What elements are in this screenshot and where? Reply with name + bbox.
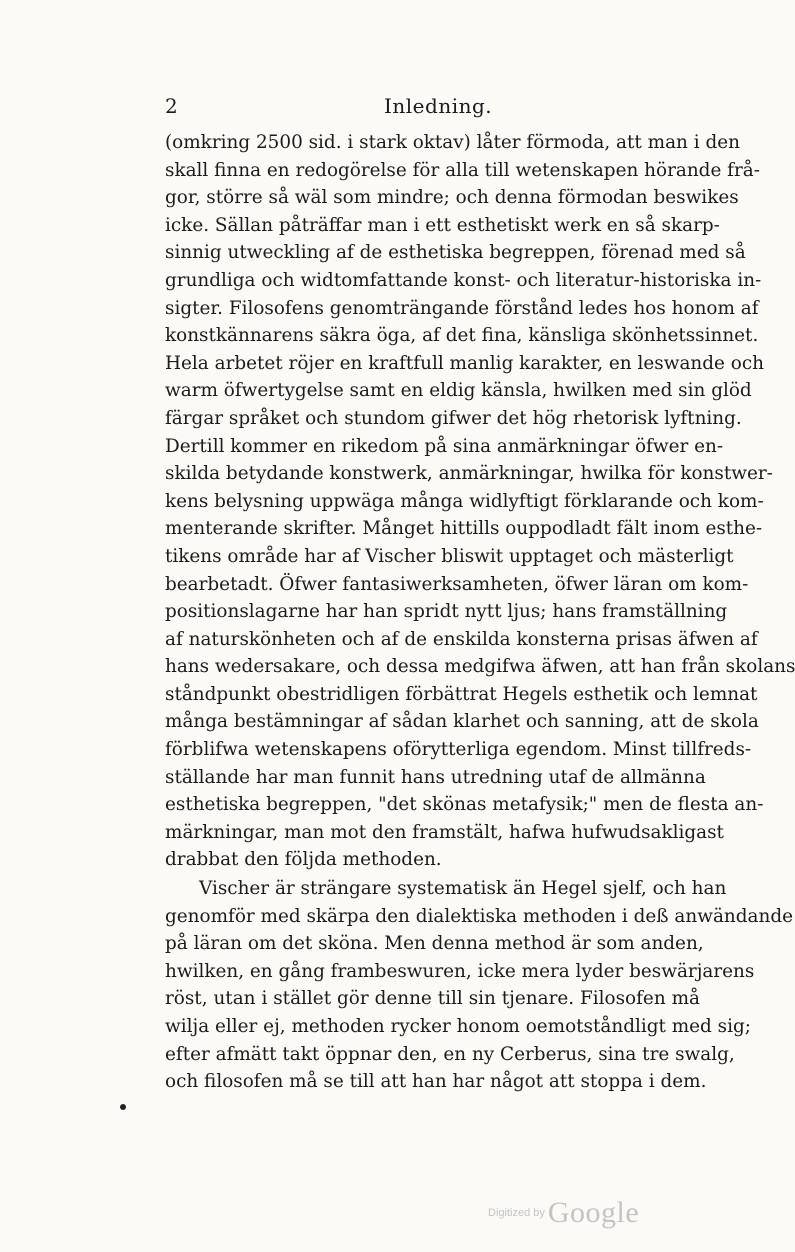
text-line: genomför med skärpa den dialektiska methoden i deß anwändande xyxy=(165,905,794,927)
text-line: på läran om det sköna. Men denna method är som anden, xyxy=(165,933,704,955)
body-text xyxy=(165,129,795,1096)
text-line: menterande skrifter. Månget hittills ouppodladt fält inom esthe- xyxy=(165,518,763,540)
text-line: märkningar, man mot den framstält, hafwa hufwudsakligast xyxy=(165,821,724,843)
text-line: (omkring 2500 sid. i stark oktav) låter förmoda, att man i den xyxy=(165,132,740,153)
paragraph-1 xyxy=(165,129,795,874)
text-line: Vischer är strängare systematisk än Hegel sjelf, och han xyxy=(199,878,727,900)
text-line: wilja eller ej, methoden rycker honom oemotståndligt med sig; xyxy=(165,1016,751,1037)
margin-dot xyxy=(120,1104,126,1110)
running-title: Inledning. xyxy=(384,94,493,118)
text-line: hans wedersakare, och dessa medgifwa äfwen, att han från skolans xyxy=(165,656,795,678)
digitization-watermark xyxy=(488,1196,639,1230)
text-line: Hela arbetet röjer en kraftfull manlig karakter, en leswande och xyxy=(165,352,764,374)
page-header xyxy=(0,94,783,118)
paragraph-2 xyxy=(165,875,794,1096)
text-line: många bestämningar af sådan klarhet och sanning, att de skola xyxy=(165,711,759,733)
text-line: bearbetadt. Öfwer fantasiwerksamheten, öfwer läran om kom- xyxy=(165,573,749,595)
text-line: Dertill kommer en rikedom på sina anmärkningar öfwer en- xyxy=(165,435,724,457)
text-line: färgar språket och stundom gifwer det hög rhetorisk lyftning. xyxy=(165,407,742,429)
text-line: grundliga och widtomfattande konst- och literatur-historiska in- xyxy=(165,269,762,291)
text-line: sinnig utweckling af de esthetiska begreppen, förenad med så xyxy=(165,242,746,264)
text-line: drabbat den följda methoden. xyxy=(165,849,442,871)
text-line: kens belysning uppwäga många widlyftigt förklarande och kom- xyxy=(165,490,764,512)
text-line: röst, utan i stället gör denne till sin tjenare. Filosofen må xyxy=(165,988,700,1010)
text-line: esthetiska begreppen, "det skönas metafysik;" men de flesta an- xyxy=(165,794,764,816)
text-line: skall finna en redogörelse för alla till wetenskapen hörande frå- xyxy=(165,159,760,181)
google-logo: Google xyxy=(547,1196,640,1229)
text-line: förblifwa wetenskapens oförytterliga egendom. Minst tillfreds- xyxy=(165,739,752,761)
text-line: ståndpunkt obestridligen förbättrat Hegels esthetik och lemnat xyxy=(165,683,758,705)
watermark-prefix: Digitized by xyxy=(488,1207,545,1219)
text-line: och filosofen må se till att han har något att stoppa i dem. xyxy=(165,1071,707,1093)
text-line: gor, större så wäl som mindre; och denna förmodan beswikes xyxy=(165,187,739,209)
text-line: icke. Sällan påträffar man i ett esthetiskt werk en så skarp- xyxy=(165,214,720,236)
text-line: positionslagarne har han spridt nytt ljus; hans framställning xyxy=(165,601,728,623)
page-number: 2 xyxy=(165,94,178,118)
text-line: konstkännarens säkra öga, af det fina, känsliga skönhetssinnet. xyxy=(165,325,759,347)
text-line: tikens område har af Vischer bliswit upptaget och mästerligt xyxy=(165,545,734,567)
text-line: hwilken, en gång frambeswuren, icke mera lyder beswärjarens xyxy=(165,960,755,982)
text-line: af naturskönheten och af de enskilda konsterna prisas äfwen af xyxy=(165,628,758,650)
text-line: warm öfwertygelse samt en eldig känsla, hwilken med sin glöd xyxy=(165,380,752,402)
text-line: skilda betydande konstwerk, anmärkningar, hwilka för konstwer- xyxy=(165,463,773,485)
text-line: ställande har man funnit hans utredning utaf de allmänna xyxy=(165,766,706,788)
text-line: sigter. Filosofens genomträngande förstånd ledes hos honom af xyxy=(165,297,759,319)
text-line: efter afmätt takt öppnar den, en ny Cerberus, sina tre swalg, xyxy=(165,1043,735,1065)
